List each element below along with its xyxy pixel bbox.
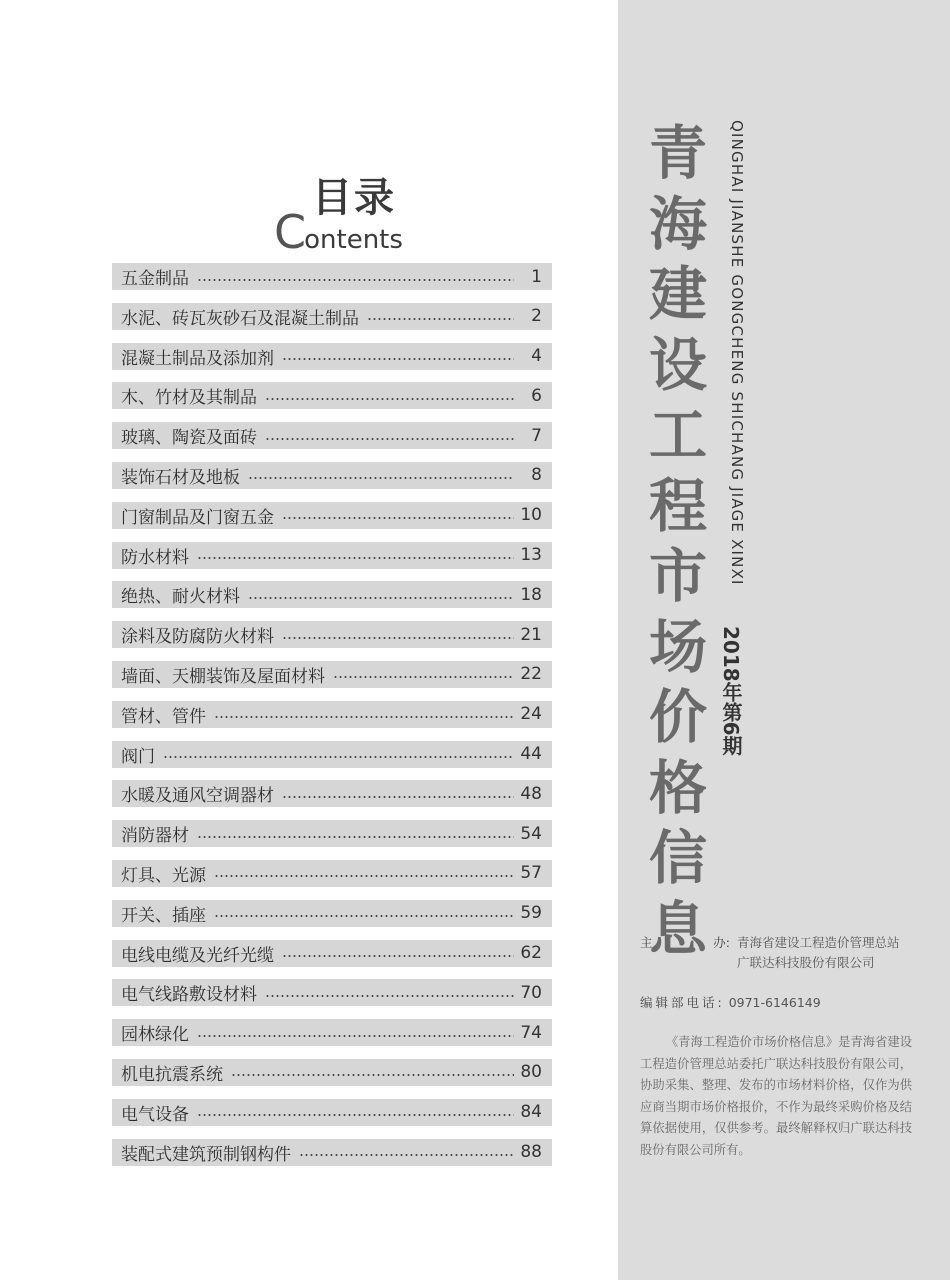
toc-item — [112, 581, 552, 608]
toc-item-leader-dots — [214, 915, 514, 917]
magazine-title-char: 场 — [648, 612, 707, 681]
toc-item — [112, 462, 552, 489]
toc-item-leader-dots — [163, 756, 514, 758]
toc-item-leader-dots — [299, 1154, 514, 1156]
sponsor-1: 青海省建设工程造价管理总站 — [737, 935, 900, 950]
toc-item — [112, 343, 552, 370]
toc-item-label: 五金制品 — [121, 269, 189, 289]
magazine-title-char: 设 — [648, 330, 707, 399]
toc-title-en — [274, 205, 403, 259]
magazine-title-char: 市 — [648, 542, 707, 610]
magazine-title-pinyin: QINGHAI JIANSHE GONGCHENG SHICHANG JIAGE XINXI — [728, 120, 746, 586]
toc-list — [112, 263, 552, 1178]
toc-item-leader-dots — [333, 676, 514, 678]
toc-item — [112, 303, 552, 330]
sponsor-label-b: 办: — [713, 935, 730, 950]
toc-item-page: 44 — [520, 744, 542, 765]
copyright-notice: 《青海工程造价市场价格信息》是青海省建设工程造价管理总站委托广联达科技股份有限公司，协助采集、整理、发布的市场材料价格，仅作为供应商当期市场价格报价，不作为最终采购价格及结算依据使用，仅供参考。最终解释权归广联达科技股份有限公司所有。 — [640, 1035, 912, 1157]
toc-item — [112, 900, 552, 927]
toc-heading — [270, 175, 430, 259]
magazine-title-char: 工 — [648, 401, 707, 469]
toc-item-label: 电气线路敷设材料 — [121, 985, 257, 1006]
toc-item — [112, 542, 552, 569]
toc-item-label: 水泥、砖瓦灰砂石及混凝土制品 — [121, 308, 359, 329]
toc-item-leader-dots — [282, 955, 514, 957]
magazine-title-char: 格 — [648, 753, 707, 822]
toc-item-leader-dots — [197, 279, 514, 281]
toc-item-label: 阀门 — [121, 746, 155, 767]
toc-item-leader-dots — [197, 836, 514, 838]
toc-item — [112, 1019, 552, 1046]
toc-item-leader-dots — [197, 1035, 514, 1037]
sponsor-label — [640, 933, 730, 951]
toc-item-page: 4 — [531, 346, 542, 367]
toc-item-page: 7 — [531, 425, 542, 446]
toc-item — [112, 502, 552, 529]
magazine-title-char: 青 — [648, 119, 707, 187]
toc-item — [112, 979, 552, 1006]
toc-item-label: 门窗制品及门窗五金 — [121, 507, 274, 528]
toc-item-page: 57 — [520, 863, 542, 884]
toc-item-label: 园林绿化 — [121, 1025, 189, 1046]
toc-item-label: 绝热、耐火材料 — [121, 587, 240, 608]
toc-item-page: 10 — [520, 505, 542, 526]
toc-item — [112, 263, 552, 290]
toc-item-label: 电线电缆及光纤光缆 — [121, 945, 274, 966]
toc-item-label: 装配式建筑预制钢构件 — [121, 1144, 291, 1165]
toc-item-page: 1 — [531, 266, 542, 287]
toc-item-label: 电气设备 — [121, 1104, 189, 1125]
toc-item — [112, 422, 552, 449]
toc-item-label: 装饰石材及地板 — [121, 467, 240, 488]
toc-item — [112, 1099, 552, 1126]
toc-item-page: 54 — [520, 823, 542, 844]
toc-item-page: 74 — [520, 1022, 542, 1043]
toc-item-label: 灯具、光源 — [121, 865, 206, 886]
toc-item-label: 墙面、天棚装饰及屋面材料 — [121, 666, 325, 687]
sponsor-names — [737, 933, 900, 973]
toc-item-page: 8 — [531, 465, 542, 486]
toc-item-label: 消防器材 — [121, 826, 189, 847]
toc-title-en-rest: ontents — [304, 225, 403, 255]
toc-item-page: 24 — [520, 704, 542, 725]
toc-item-label: 防水材料 — [121, 547, 189, 568]
magazine-title-char: 海 — [648, 189, 707, 258]
magazine-title-char: 价 — [648, 683, 707, 751]
toc-item-label: 管材、管件 — [121, 706, 206, 727]
toc-item-leader-dots — [214, 875, 514, 877]
toc-item-leader-dots — [197, 1114, 514, 1116]
toc-item — [112, 820, 552, 847]
toc-item-leader-dots — [265, 438, 514, 440]
toc-item-leader-dots — [265, 995, 514, 997]
toc-item — [112, 621, 552, 648]
toc-item-leader-dots — [282, 358, 514, 360]
toc-item — [112, 1059, 552, 1086]
toc-item-label: 木、竹材及其制品 — [121, 388, 257, 409]
editorial-label: 编辑部电话: — [640, 995, 725, 1010]
toc-item-page: 21 — [520, 624, 542, 645]
toc-item-label: 水暖及通风空调器材 — [121, 786, 274, 807]
toc-item-leader-dots — [282, 517, 514, 519]
magazine-title-char: 程 — [648, 471, 707, 540]
toc-item-leader-dots — [248, 477, 514, 479]
toc-item-leader-dots — [367, 318, 514, 320]
magazine-title-char: 建 — [648, 260, 707, 328]
toc-item-page: 18 — [520, 584, 542, 605]
toc-item-page: 62 — [520, 943, 542, 964]
toc-item-page: 2 — [531, 306, 542, 327]
toc-item-leader-dots — [248, 597, 514, 599]
toc-item — [112, 741, 552, 768]
toc-item-label: 涂料及防腐防火材料 — [121, 627, 274, 648]
toc-title-cn: 目录 — [312, 175, 396, 221]
toc-item — [112, 860, 552, 887]
toc-item-label: 玻璃、陶瓷及面砖 — [121, 428, 257, 449]
toc-item-page: 22 — [520, 664, 542, 685]
sponsor-label-a: 主 — [640, 935, 653, 950]
toc-item-page: 80 — [520, 1062, 542, 1083]
toc-title-en-initial: C — [274, 205, 307, 259]
toc-item — [112, 382, 552, 409]
editorial-phone: 0971-6146149 — [728, 995, 821, 1010]
toc-item-label: 混凝土制品及添加剂 — [121, 348, 274, 369]
magazine-title-char: 信 — [648, 824, 707, 892]
editorial-phone-block — [640, 993, 821, 1011]
toc-item-leader-dots — [265, 398, 514, 400]
sponsor-2: 广联达科技股份有限公司 — [737, 955, 875, 970]
toc-item-leader-dots — [197, 557, 514, 559]
toc-item — [112, 661, 552, 688]
toc-item-page: 70 — [520, 982, 542, 1003]
magazine-title-char: 息 — [648, 894, 707, 963]
toc-item-leader-dots — [282, 637, 514, 639]
toc-item-page: 13 — [520, 545, 542, 566]
issue-number: 2018年第6期 — [719, 626, 743, 756]
toc-item — [112, 701, 552, 728]
toc-item-label: 机电抗震系统 — [121, 1064, 223, 1085]
toc-item-page: 84 — [520, 1102, 542, 1123]
toc-item — [112, 940, 552, 967]
toc-item-leader-dots — [282, 796, 514, 798]
toc-item-page: 48 — [520, 783, 542, 804]
toc-item-leader-dots — [214, 716, 514, 718]
toc-item-page: 88 — [520, 1142, 542, 1163]
toc-item — [112, 1139, 552, 1166]
toc-item-leader-dots — [231, 1074, 514, 1076]
toc-item-page: 59 — [520, 903, 542, 924]
toc-item-label: 开关、插座 — [121, 905, 206, 926]
toc-item-page: 6 — [531, 385, 542, 406]
toc-item — [112, 780, 552, 807]
magazine-title — [648, 118, 708, 964]
